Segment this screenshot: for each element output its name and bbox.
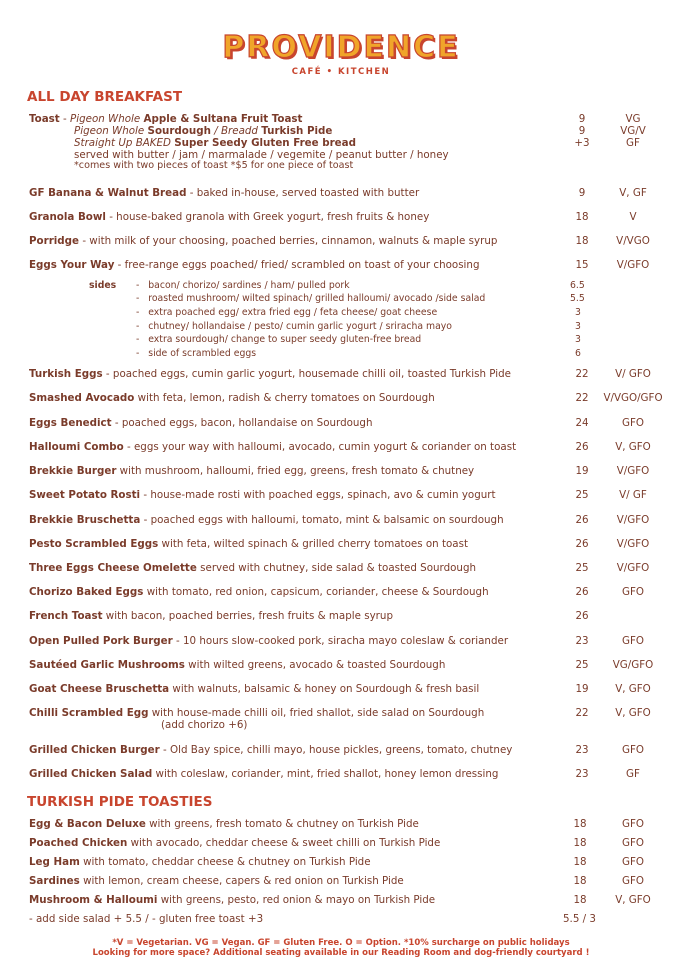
item-desc: - poached eggs, cumin garlic yogurt, housemade chilli oil, toasted Turkish Pide [102, 368, 511, 380]
item-diet: V, GFO [615, 894, 651, 906]
menu-item [29, 259, 479, 271]
item-price: 25 [575, 489, 589, 501]
menu-item [29, 894, 435, 906]
side-row: - side of scrambled eggs [136, 348, 257, 359]
item-name: Leg Ham [29, 856, 80, 868]
menu-item [29, 635, 508, 647]
item-name: Porridge [29, 235, 80, 247]
item-diet: V/GFO [616, 514, 650, 526]
item-price: 22 [575, 392, 589, 404]
item-desc: - free-range eggs poached/ fried/ scrambled on toast of your choosing [114, 259, 480, 271]
item-name: Sweet Potato Rosti [29, 489, 141, 501]
item-price: 23 [575, 744, 589, 756]
side-price: 5.5 [570, 293, 585, 304]
side-row: - bacon/ chorizo/ sardines / ham/ pulled pork [136, 280, 350, 291]
item-diet: GFO [621, 837, 644, 849]
menu-item [29, 562, 476, 574]
item-diet: V, GFO [615, 707, 651, 719]
item-price: 9 [578, 125, 586, 137]
item-variant: Apple & Sultana Fruit Toast [143, 113, 303, 125]
item-variant: Super Seedy Gluten Free bread [174, 137, 356, 149]
item-diet: V/GFO [616, 465, 650, 477]
item-desc: - house-made rosti with poached eggs, spinach, avo & cumin yogurt [140, 489, 496, 501]
menu-item [29, 707, 484, 719]
item-desc: with feta, wilted spinach & grilled cherry tomatoes on toast [158, 538, 469, 550]
item-desc: served with chutney, side salad & toasted Sourdough [196, 562, 477, 574]
item-supplier: Pigeon Whole [70, 113, 144, 125]
item-desc: - eggs your way with halloumi, avocado, cumin yogurt & coriander on toast [123, 441, 517, 453]
item-price: +3 [574, 137, 590, 149]
brand-name: PROVIDENCE [222, 30, 460, 65]
item-supplier: Pigeon Whole [74, 125, 148, 137]
menu-item-toast-line1 [29, 113, 302, 125]
item-price: 18 [575, 211, 589, 223]
menu-item [29, 610, 393, 622]
menu-item [29, 235, 497, 247]
item-supplier: Breadd [220, 125, 262, 137]
item-diet: V/VGO/GFO [603, 392, 663, 404]
menu-item-toast-line5: *comes with two pieces of toast *$5 for one piece of toast [74, 160, 354, 171]
item-name: French Toast [29, 610, 103, 622]
item-diet: V, GF [619, 187, 647, 199]
side-text: extra poached egg/ extra fried egg / feta cheese/ goat cheese [148, 307, 438, 318]
item-diet: V, GFO [615, 441, 651, 453]
item-desc: with coleslaw, coriander, mint, fried shallot, honey lemon dressing [152, 768, 499, 780]
item-desc: - with milk of your choosing, poached berries, cinnamon, walnuts & maple syrup [79, 235, 498, 247]
item-desc: with mushroom, halloumi, fried egg, greens, fresh tomato & chutney [116, 465, 475, 477]
item-diet: V/GFO [616, 562, 650, 574]
menu-item [29, 744, 512, 756]
item-variant: Sourdough [147, 125, 211, 137]
item-name: Brekkie Burger [29, 465, 117, 477]
footer-legend: *V = Vegetarian. VG = Vegan. GF = Gluten Free. O = Option. *10% surcharge on public holidays [112, 938, 570, 948]
menu-item [29, 818, 419, 830]
item-price: 23 [575, 768, 589, 780]
item-price: 26 [575, 538, 589, 550]
item-price: 18 [575, 235, 589, 247]
item-diet: V/GFO [616, 538, 650, 550]
item-name: Turkish Eggs [29, 368, 103, 380]
item-name: Egg & Bacon Deluxe [29, 818, 146, 830]
menu-item [29, 514, 504, 526]
item-diet: GFO [621, 417, 644, 429]
side-row: - extra poached egg/ extra fried egg / feta cheese/ goat cheese [136, 307, 438, 318]
item-name: Smashed Avocado [29, 392, 135, 404]
item-price: 26 [575, 610, 589, 622]
item-diet: V/ GFO [615, 368, 651, 380]
menu-item-toast-line4: served with butter / jam / marmalade / vegemite / peanut butter / honey [74, 149, 449, 161]
item-desc: - Old Bay spice, chilli mayo, house pickles, greens, tomato, chutney [159, 744, 513, 756]
footer-note: Looking for more space? Additional seating available in our Reading Room and dog-friendly courtyard ! [92, 948, 590, 958]
item-desc: - poached eggs with halloumi, tomato, mint & balsamic on sourdough [140, 514, 504, 526]
item-diet: GFO [621, 875, 644, 887]
menu-item [29, 211, 429, 223]
side-row: - extra sourdough/ change to super seedy gluten-free bread [136, 334, 422, 345]
item-name: Grilled Chicken Burger [29, 744, 160, 756]
item-name: Eggs Your Way [29, 259, 115, 271]
item-price: 25 [575, 659, 589, 671]
item-supplier: Straight Up BAKED [74, 137, 175, 149]
item-name: Three Eggs Cheese Omelette [29, 562, 197, 574]
menu-item [29, 392, 435, 404]
item-desc: with house-made chilli oil, fried shallot, side salad on Sourdough [148, 707, 485, 719]
item-diet: VG/GFO [612, 659, 654, 671]
item-name: Granola Bowl [29, 211, 106, 223]
item-name: Halloumi Combo [29, 441, 124, 453]
menu-item [29, 659, 445, 671]
item-desc: with avocado, cheddar cheese & sweet chilli on Turkish Pide [127, 837, 441, 849]
side-price: 6.5 [570, 280, 585, 291]
item-price: 26 [575, 586, 589, 598]
section-heading-breakfast: ALL DAY BREAKFAST [27, 89, 183, 105]
brand-tagline: CAFÉ • KITCHEN [291, 67, 391, 77]
side-text: side of scrambled eggs [148, 348, 257, 359]
item-price: 18 [573, 837, 587, 849]
item-name: Mushroom & Halloumi [29, 894, 158, 906]
item-desc: - baked in-house, served toasted with butter [186, 187, 420, 199]
item-diet: VG [625, 113, 641, 125]
item-desc: - 10 hours slow-cooked pork, siracha mayo coleslaw & coriander [172, 635, 509, 647]
item-price: 22 [575, 368, 589, 380]
side-text: bacon/ chorizo/ sardines / ham/ pulled pork [148, 280, 350, 291]
section-heading-toasties: TURKISH PIDE TOASTIES [27, 794, 213, 810]
item-diet: V [629, 211, 637, 223]
menu-item [29, 417, 373, 429]
item-price: 18 [573, 894, 587, 906]
item-price: 18 [573, 875, 587, 887]
item-name: GF Banana & Walnut Bread [29, 187, 187, 199]
side-price: 6 [575, 348, 581, 359]
item-variant: Turkish Pide [261, 125, 333, 137]
item-desc: with greens, pesto, red onion & mayo on Turkish Pide [157, 894, 436, 906]
item-diet: GFO [621, 744, 644, 756]
item-desc: with lemon, cream cheese, capers & red onion on Turkish Pide [79, 875, 404, 887]
menu-item [29, 489, 496, 501]
side-row: - roasted mushroom/ wilted spinach/ grilled halloumi/ avocado /side salad [136, 293, 486, 304]
side-text: roasted mushroom/ wilted spinach/ grilled halloumi/ avocado /side salad [148, 293, 486, 304]
item-price: 19 [575, 465, 589, 477]
item-desc: with walnuts, balsamic & honey on Sourdough & fresh basil [169, 683, 480, 695]
menu-item [29, 875, 404, 887]
side-row: - chutney/ hollandaise / pesto/ cumin garlic yogurt / sriracha mayo [136, 321, 452, 332]
item-price: 25 [575, 562, 589, 574]
menu-item [29, 538, 468, 550]
menu-item [29, 465, 474, 477]
sides-label: sides [89, 280, 117, 291]
logo [0, 30, 682, 77]
separator: / [210, 125, 221, 137]
item-price: 9 [578, 113, 586, 125]
item-name: Grilled Chicken Salad [29, 768, 153, 780]
item-name: Eggs Benedict [29, 417, 112, 429]
side-text: chutney/ hollandaise / pesto/ cumin garlic yogurt / sriracha mayo [148, 321, 452, 332]
item-name: Chorizo Baked Eggs [29, 586, 144, 598]
item-name: Sardines [29, 875, 80, 887]
item-diet: V/VGO [616, 235, 650, 247]
item-price: 26 [575, 514, 589, 526]
item-desc: with feta, lemon, radish & cherry tomatoes on Sourdough [134, 392, 435, 404]
separator: - [59, 113, 70, 125]
item-desc: - poached eggs, bacon, hollandaise on Sourdough [111, 417, 373, 429]
item-name: Brekkie Bruschetta [29, 514, 141, 526]
menu-item [29, 187, 419, 199]
item-name: Sautéed Garlic Mushrooms [29, 659, 185, 671]
menu-item [29, 768, 498, 780]
menu-item [29, 683, 479, 695]
item-desc: with wilted greens, avocado & toasted Sourdough [184, 659, 446, 671]
item-diet: GFO [621, 586, 644, 598]
menu-item [29, 441, 516, 453]
item-desc: with tomato, red onion, capsicum, coriander, cheese & Sourdough [143, 586, 489, 598]
item-price: 18 [573, 856, 587, 868]
menu-item [29, 368, 511, 380]
item-diet: V/ GF [619, 489, 647, 501]
item-diet: VG/V [620, 125, 646, 137]
side-price: 3 [575, 307, 581, 318]
item-name: Chilli Scrambled Egg [29, 707, 149, 719]
item-price: 18 [573, 818, 587, 830]
menu-item-toast-line3 [74, 137, 356, 149]
item-diet: V/GFO [616, 259, 650, 271]
item-name: Goat Cheese Bruschetta [29, 683, 170, 695]
item-price: 22 [575, 707, 589, 719]
side-price: 3 [575, 321, 581, 332]
item-desc: with tomato, cheddar cheese & chutney on Turkish Pide [79, 856, 371, 868]
item-price: 26 [575, 441, 589, 453]
item-desc: - house-baked granola with Greek yogurt, fresh fruits & honey [105, 211, 430, 223]
addons-line: - add side salad + 5.5 / - gluten free toast +3 [29, 913, 264, 925]
menu-item [29, 586, 489, 598]
item-extra: (add chorizo +6) [161, 719, 248, 731]
side-text: extra sourdough/ change to super seedy gluten-free bread [148, 334, 422, 345]
item-price: 15 [575, 259, 589, 271]
item-name: Poached Chicken [29, 837, 128, 849]
addons-price: 5.5 / 3 [563, 913, 596, 925]
item-diet: GFO [621, 818, 644, 830]
item-diet: V, GFO [615, 683, 651, 695]
item-name: Toast [29, 113, 60, 125]
item-price: 19 [575, 683, 589, 695]
side-price: 3 [575, 334, 581, 345]
item-diet: GF [626, 137, 640, 149]
item-price: 24 [575, 417, 589, 429]
item-price: 23 [575, 635, 589, 647]
item-price: 9 [578, 187, 586, 199]
item-desc: with greens, fresh tomato & chutney on Turkish Pide [145, 818, 419, 830]
item-diet: GFO [621, 856, 644, 868]
item-diet: GF [626, 768, 640, 780]
item-desc: with bacon, poached berries, fresh fruits & maple syrup [102, 610, 393, 622]
item-name: Open Pulled Pork Burger [29, 635, 173, 647]
menu-item [29, 837, 440, 849]
menu-item-toast-line2 [74, 125, 332, 137]
menu-item [29, 856, 371, 868]
item-diet: GFO [621, 635, 644, 647]
item-name: Pesto Scrambled Eggs [29, 538, 159, 550]
